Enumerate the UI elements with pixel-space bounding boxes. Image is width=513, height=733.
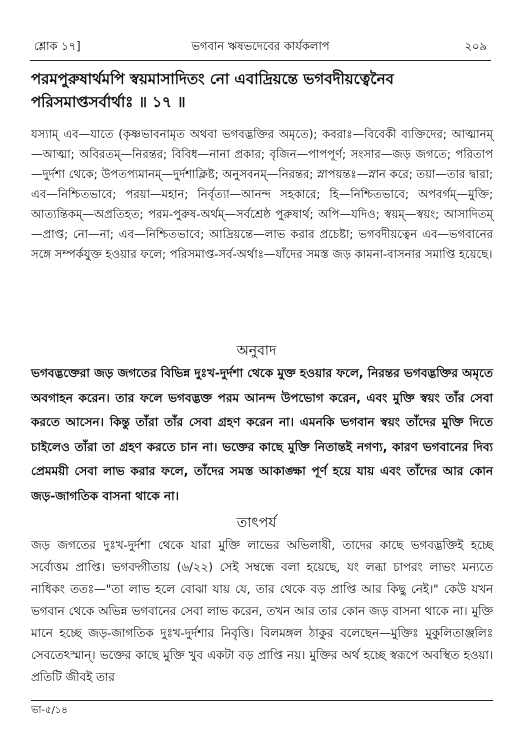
verse-reference: শ্লোক ১৭] bbox=[34, 39, 81, 53]
translation-text: ভগবদ্ভক্তেরা জড় জগতের বিভিন্ন দুঃখ-দুর্দশা থেকে মুক্ত হওয়ার ফলে, নিরন্তর ভগবদ্ভক্তির অমৃতে অবগাহন করেন। তার ফলে ভগবদ্ভক্ত পরম আনন্দ উপভোগ করেন, এবং মুক্তি স্বয়ং তাঁর সেবা করতে আসেন। কিন্তু তাঁরা তাঁর সেবা গ্রহণ করেন না। এমনকি ভগবান স্বয়ং তাঁদের মুক্তি দিতে চাইলেও তাঁরা তা গ্রহণ করতে চান না। ভক্তের কাছে মুক্তি নিতান্তই নগণ্য, কারণ ভগবানের দিব্য প্রেমময়ী সেবা লাভ করার ফলে, তাঁদের সমস্ত আকাঙ্ক্ষা পূর্ণ হয়ে যায় এবং তাঁদের আর কোন জড়-জাগতিক বাসনা থাকে না। bbox=[31, 366, 493, 503]
purport-heading: তাৎপর্য bbox=[236, 515, 277, 531]
signature-mark: ভা-৫/১৪ bbox=[31, 705, 68, 716]
page-number: ২০৯ bbox=[464, 39, 487, 53]
purport-text: জড় জগতের দুঃখ-দুর্দশা থেকে যারা মুক্তি লাভের অভিলাষী, তাদের কাছে ভগবদ্ভক্তিই হচ্ছে সর্বোত্তম প্রাপ্তি। ভগবদ্গীতায় (৬/২২) সেই সম্বন্ধে বলা হয়েছে, যং লব্ধা চাপরং লাভং মন্যতে নাধিকং ততঃ—"তা লাভ হলে বোঝা যায় যে, তার থেকে বড় প্রাপ্তি আর কিছু নেই।" কেউ যখন ভগবান থেকে অভিন্ন ভগবানের সেবা লাভ করেন, তখন আর তার কোন জড় বাসনা থাকে না। মুক্তি মানে হচ্ছে জড়-জাগতিক দুঃখ-দুর্দশার নিবৃত্তি। বিলমঙ্গল ঠাকুর বলেছেন—মুক্তিঃ মুকুলিতাঞ্জলিঃ সেবতেঽস্মান্। ভক্তের কাছে মুক্তি খুব একটা বড় প্রাপ্তি নয়। মুক্তির অর্থ হচ্ছে স্বরূপে অবস্থিত হওয়া। প্রতিটি জীবই তার bbox=[31, 538, 493, 684]
purport-block bbox=[31, 534, 493, 688]
verse-line-2: পরিসমাপ্তসর্বার্থাঃ ॥ ১৭ ॥ bbox=[31, 93, 186, 111]
chapter-title: ভগবান ঋষভদেবের কার্যকলাপ bbox=[191, 39, 330, 53]
translation-block bbox=[31, 361, 493, 508]
word-synonyms bbox=[31, 124, 493, 264]
sanskrit-verse bbox=[31, 68, 493, 114]
verse-line-1: পরমপুরুষার্থমপি স্বয়মাসাদিতং নো এবাদ্রিয়ন্তে ভগবদীয়ত্বেনৈব bbox=[31, 70, 394, 88]
running-header bbox=[30, 38, 491, 61]
translation-heading: অনুবাদ bbox=[236, 343, 277, 359]
synonyms-text: যস্যাম্ এব—যাতে (কৃষ্ণভাবনামৃত অথবা ভগবদ্ভক্তির অমৃতে); কবরাঃ—বিবেকী ব্যক্তিদের; আত্মানম্—আত্মা; অবিরতম্—নিরন্তর; বিবিধ—নানা প্রকার; বৃজিন—পাপপূর্ণ; সংসার—জড় জগতে; পরিতাপ—দুর্দশা থেকে; উপতপ্যমানম্—দুর্দশাক্লিষ্ট; অনুসবনম্—নিরন্তর; স্নাপয়ন্তঃ—স্নান করে; তয়া—তার দ্বারা; এব—নিশ্চিতভাবে; পরয়া—মহান; নির্বৃত্যা—আনন্দ সহকারে; হি—নিশ্চিতভাবে; অপবর্গম্—মুক্তি; আত্যন্তিকম্—অপ্রতিহত; পরম-পুরুষ-অর্থম্—সর্বশ্রেষ্ঠ পুরুষার্থ; অপি—যদিও; স্বয়ম্—স্বয়ং; আসাদিতম্—প্রাপ্ত; নো—না; এব—নিশ্চিতভাবে; আদ্রিয়ন্তে—লাভ করার প্রচেষ্টা; ভগবদীয়ত্বেন এব—ভগবানের সঙ্গে সম্পর্কযুক্ত হওয়ার ফলে; পরিসমাপ্ত-সর্ব-অর্থাঃ—যাঁদের সমস্ত জড় কামনা-বাসনার সমাপ্তি হয়েছে। bbox=[31, 127, 493, 261]
page-footer bbox=[31, 700, 493, 720]
